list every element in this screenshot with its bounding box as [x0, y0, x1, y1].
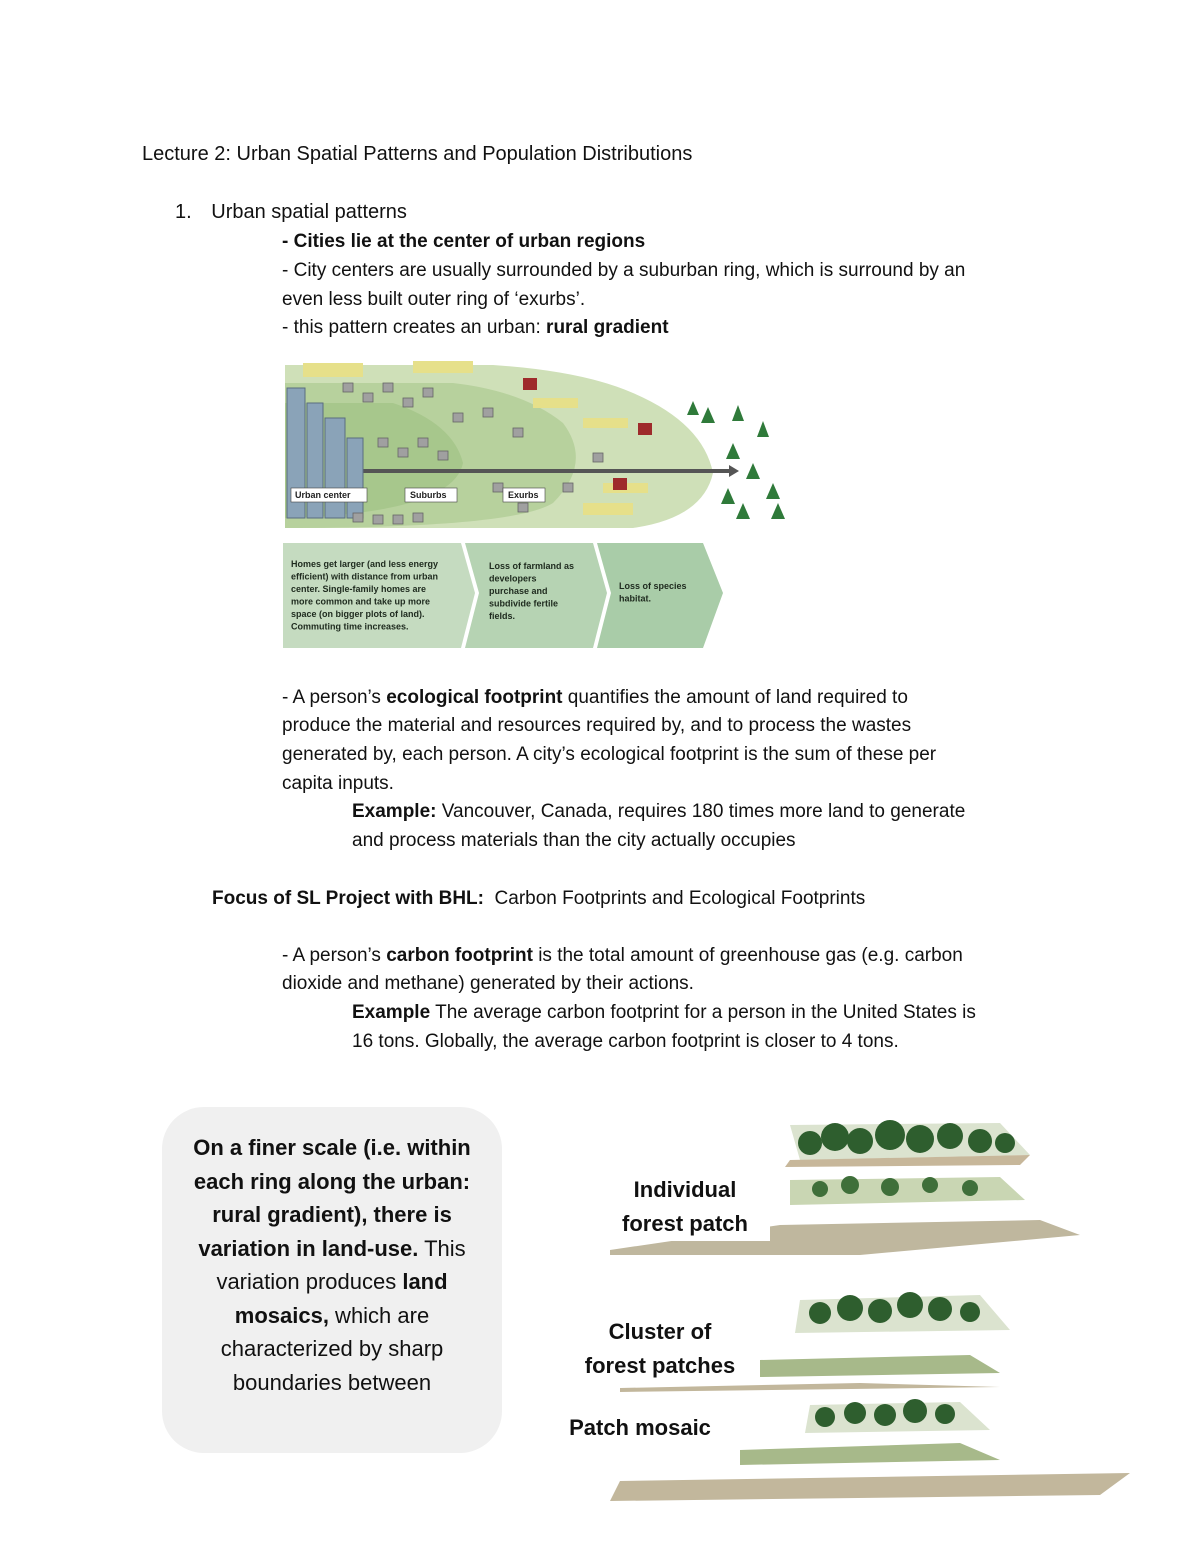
label-suburbs: Suburbs	[410, 490, 447, 500]
label-exurbs: Exurbs	[508, 490, 539, 500]
label-cluster-of-forest-patches	[570, 1315, 750, 1383]
arrow2-line: purchase and	[489, 586, 548, 596]
arrow2-line: fields.	[489, 611, 516, 621]
focus-text: Carbon Footprints and Ecological Footprints	[484, 888, 866, 909]
carbon-line1-suffix: is the total amount of greenhouse gas (e.g. carbon	[532, 945, 963, 966]
eco-term: ecological footprint	[386, 687, 563, 708]
callout-box	[162, 1107, 502, 1453]
bullet-pattern-bold: rural gradient	[546, 317, 669, 338]
arrow3-line: habitat.	[619, 593, 652, 604]
eco-line2: produce the material and resources required by, and to process the wastes	[282, 715, 912, 736]
forest-patch-figure	[560, 1105, 1140, 1515]
label-patch-mosaic: Patch mosaic	[560, 1411, 720, 1445]
arrow2-line: developers	[489, 573, 537, 584]
focus-label: Focus of SL Project with BHL:	[212, 888, 484, 909]
bullet-pattern-text: - this pattern creates an urban:	[282, 317, 547, 338]
eco-line1	[282, 684, 1082, 713]
arrow1-line: space (on bigger plots of land).	[291, 609, 425, 619]
bullet-rings-line1: - City centers are usually surrounded by a suburban ring, which is surround by an	[282, 260, 966, 281]
carbon-example-line2: 16 tons. Globally, the average carbon footprint is closer to 4 tons.	[352, 1031, 899, 1052]
bullet-pattern	[282, 314, 1082, 343]
carbon-term: carbon footprint	[386, 945, 533, 966]
bullet-cities: - Cities lie at the center of urban regions	[282, 231, 646, 252]
urban-rural-gradient-diagram	[283, 343, 803, 653]
eco-example-text: Vancouver, Canada, requires 180 times more land to generate	[436, 801, 966, 822]
arrow1-line: Homes get larger (and less energy	[291, 559, 439, 569]
arrow1-line: center. Single-family homes are	[291, 584, 427, 594]
arrow3-line: Loss of species	[619, 581, 687, 591]
carbon-example-label: Example	[352, 1002, 431, 1023]
callout-bold2: land mosaics,	[234, 1269, 448, 1328]
section-heading	[175, 201, 407, 224]
eco-example-label: Example:	[352, 801, 437, 822]
eco-example-line2: and process materials than the city actually occupies	[352, 830, 796, 851]
eco-line4: capita inputs.	[282, 773, 394, 794]
callout-bold-text: On a finer scale (i.e. within each ring along the urban: rural gradient), there is variation in land-use.	[193, 1135, 471, 1261]
page-title: Lecture 2: Urban Spatial Patterns and Population Distributions	[142, 143, 693, 165]
label2-line2: forest patches	[584, 1353, 736, 1378]
carbon-line2: dioxide and methane) generated by their actions.	[282, 973, 694, 994]
eco-line1-prefix: - A person’s	[282, 687, 387, 708]
eco-line1-suffix: quantifies the amount of land required to	[562, 687, 908, 708]
arrow1-line: efficient) with distance from urban	[291, 571, 439, 582]
arrow1-line: more common and take up more	[291, 596, 431, 607]
carbon-example-line1	[352, 999, 1082, 1028]
bullet-rings-line2: even less built outer ring of ‘exurbs’.	[282, 289, 586, 310]
eco-example-line1	[352, 798, 1082, 827]
carbon-line1-prefix: - A person’s	[282, 945, 387, 966]
label1-line2: forest patch	[622, 1211, 748, 1236]
focus-line	[212, 885, 1112, 914]
callout-text2: which are characterized by sharp boundaries between	[220, 1302, 444, 1395]
label-urban-center: Urban center	[295, 490, 351, 500]
carbon-example-text: The average carbon footprint for a person in the United States is	[430, 1002, 976, 1023]
eco-line3: generated by, each person. A city’s ecological footprint is the sum of these per	[282, 744, 937, 765]
forest-layers-illustration	[560, 1105, 1140, 1515]
label-individual-forest-patch	[600, 1173, 770, 1241]
label1-line1: Individual	[633, 1177, 737, 1202]
arrow1-line: Commuting time increases.	[291, 621, 409, 632]
arrow2-line: subdivide fertile	[489, 598, 559, 609]
callout-text1: This variation produces	[216, 1235, 466, 1294]
label2-line1: Cluster of	[608, 1319, 712, 1344]
section-number: 1.	[175, 201, 192, 223]
arrow-segment-3	[597, 543, 723, 648]
arrow2-line: Loss of farmland as	[489, 561, 575, 571]
section-title: Urban spatial patterns	[211, 201, 407, 223]
carbon-line1	[282, 942, 1082, 971]
